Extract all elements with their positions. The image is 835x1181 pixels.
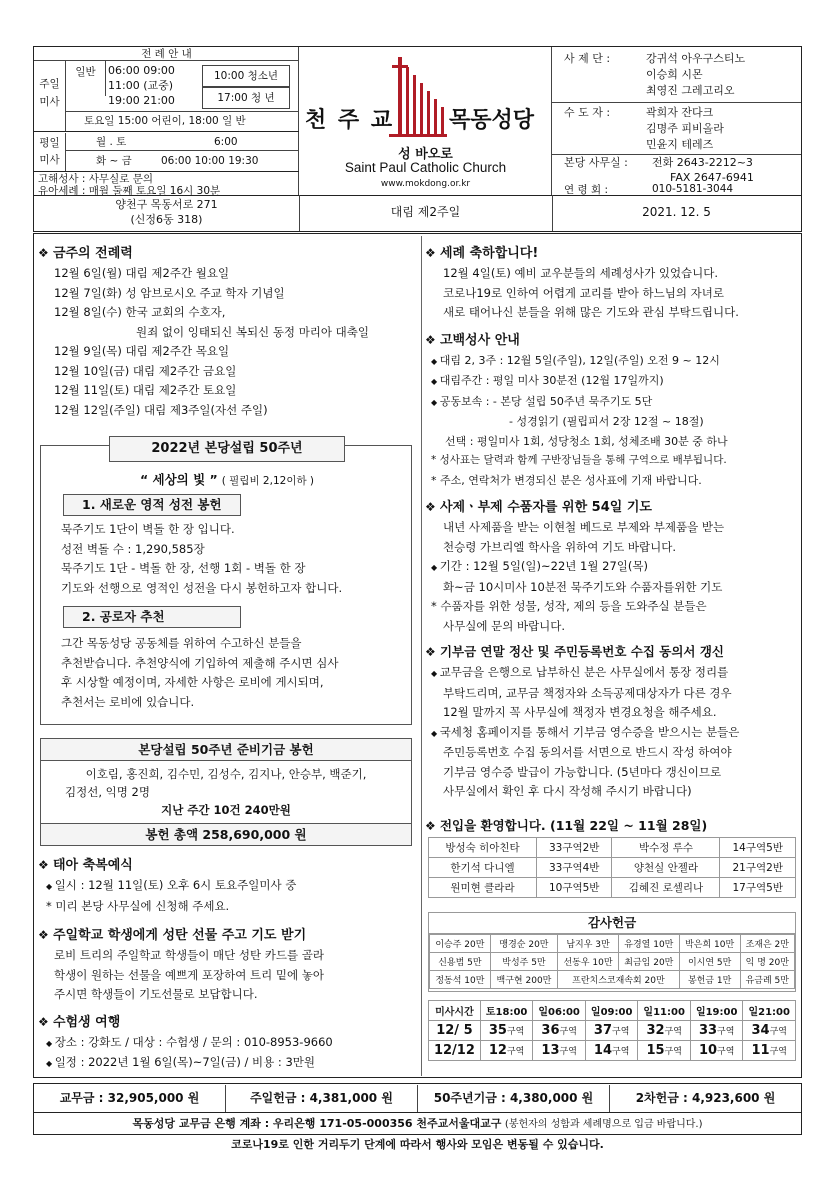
section-1-line: 기도와 선행으로 영적인 성전을 다시 봉헌하고자 합니다.	[61, 580, 343, 595]
confession-line: ◆ 공동보속 : - 본당 설립 50주년 묵주기도 5단	[431, 392, 797, 413]
address-line-1: 양천구 목동서로 271	[115, 198, 218, 211]
sunday-school-title: ❖ 주일학교 학생에게 성탄 선물 주고 기도 받기	[38, 924, 418, 943]
section-1-title: 1. 새로운 영적 성전 봉헌	[63, 494, 241, 516]
mass-title: 전 례 안 내	[34, 47, 299, 61]
confession-line: - 성경읽기 (필립피서 2장 12절 ~ 18절)	[509, 415, 704, 428]
confession-line: 선택 : 평일미사 1회, 성당청소 1회, 성체조배 30분 중 하나	[445, 434, 728, 448]
religious-name-1: 곽희자 잔다크	[646, 106, 714, 119]
tax-line: ◆ 국세청 홈페이지를 통해서 기부금 영수증을 받으시는 분들은	[431, 723, 797, 744]
table-cell: 14구역5반	[720, 838, 796, 858]
newcomers-table	[428, 837, 796, 898]
table-row	[429, 858, 796, 878]
table-cell: 이시연 5만	[679, 953, 740, 971]
office-phone: 전화 2643-2212~3	[652, 156, 753, 169]
priest-names	[646, 51, 745, 99]
tax-line: 사무실에서 확인 후 다시 작성해 주시기 바랍니다)	[443, 784, 692, 798]
priest-prayer-line: ◆ 기간 : 12월 5일(일)~22년 1월 27일(목)	[431, 557, 797, 578]
legion-label: 연 령 회	[564, 184, 602, 196]
weekday-1-time: 6:00	[214, 136, 238, 148]
sunday-sub: 일반	[66, 61, 106, 96]
section-2-title: 2. 공로자 추천	[63, 606, 241, 628]
exam-trip-title: ❖ 수험생 여행	[38, 1011, 418, 1030]
count: 34	[751, 1023, 770, 1038]
baptism-line: 새로 태어나신 분들을 위해 많은 기도와 관심 부탁드립니다.	[443, 305, 739, 319]
table-cell: 조재은 2만	[740, 935, 794, 953]
attendance-table	[428, 1000, 796, 1061]
church-english-name: Saint Paul Catholic Church	[344, 160, 507, 175]
count: 10	[698, 1043, 718, 1058]
count: 15	[646, 1043, 665, 1058]
sunday-times	[108, 63, 175, 108]
sunday-offering: 주일헌금 : 4,381,000 원	[226, 1085, 418, 1112]
table-cell: 프란치스코재속회 20만	[558, 971, 680, 989]
section-2-line: 후 시상할 예정이며, 자세한 사항은 로비에 게시되며,	[61, 675, 324, 689]
motto-text: “ 세상의 빛 ”	[139, 472, 218, 487]
priest-prayer-line: * 수품자를 위한 성물, 성작, 제의 등을 도와주실 분들은	[431, 597, 797, 617]
baptism-line: 코로나19로 인하여 어렵게 교리를 받아 하느님의 자녀로	[443, 285, 724, 300]
priest-prayer-title: ❖ 사제ㆍ부제 수품자를 위한 54일 기도	[425, 496, 797, 515]
weekday-1-days: 월 . 토	[96, 136, 127, 148]
confession-line: ◆ 대림 2, 3주 : 12월 5일(주일), 12일(주일) 오전 9 ~ 12시	[431, 351, 797, 372]
religious-names	[646, 105, 724, 153]
confession-line: * 주소, 연락처가 변경되신 분은 성사표에 기재 바랍니다.	[431, 471, 797, 491]
table-cell: 선동우 10만	[558, 953, 619, 971]
table-cell: 정동석 10만	[430, 971, 491, 989]
section-2-body	[61, 634, 338, 712]
table-header: 미사시간	[429, 1001, 481, 1021]
baptism-line: 12월 4일(토) 예비 교우분들의 세례성사가 있었습니다.	[443, 266, 719, 280]
second-offering: 2차헌금 : 4,923,600 원	[635, 1090, 776, 1105]
unit: 구역	[559, 1027, 577, 1037]
liturgy-list	[38, 264, 418, 420]
saturday-mass: 토요일 15:00 어린이, 18:00 일 반	[66, 111, 299, 131]
tax-line: 12월 말까지 꼭 사무실에 책정자 변경요청을 해주세요.	[443, 705, 717, 719]
liturgy-item: 12월 9일(목) 대림 제2주간 목요일	[54, 344, 230, 358]
section-1-line: 성전 벽돌 수 : 1,290,585장	[61, 541, 205, 556]
office-label-wrap: 본당 사무실 :	[564, 156, 628, 169]
liturgy-item: 12월 8일(수) 한국 교회의 수호자,	[54, 305, 226, 319]
count: 36	[541, 1023, 560, 1038]
weekday-2-times: 06:00 10:00 19:30	[161, 155, 259, 167]
count: 13	[541, 1043, 560, 1058]
tax-line: 기부금 영수증 발급이 가능합니다. (5년마다 갱신이므로	[443, 764, 722, 779]
count: 33	[698, 1023, 718, 1038]
section-2-line: 추천서는 로비에 있습니다.	[61, 694, 195, 709]
thanks-title: 감사헌금	[429, 913, 795, 934]
sunday-times-3: 19:00 21:00	[108, 94, 175, 107]
count: 32	[646, 1023, 665, 1038]
week-title: 대림 제2주일	[390, 205, 461, 219]
website[interactable]: www.mokdong.or.kr	[380, 179, 471, 189]
unit: 구역	[506, 1027, 525, 1037]
table-cell: 21구역2반	[720, 858, 796, 878]
table-cell: 12/ 5	[429, 1021, 481, 1041]
church-logo-area	[299, 47, 552, 195]
table-cell: 양천실 안젤라	[612, 858, 720, 878]
liturgy-title: ❖ 금주의 전례력	[38, 242, 418, 261]
priest-prayer-line: 내년 사제품을 받는 이현철 베드로 부제와 부제품을 받는	[443, 520, 725, 534]
table-cell: 유경열 10만	[618, 935, 679, 953]
table-row	[429, 838, 796, 858]
weekday-label: 평일 미사	[34, 133, 66, 171]
weekday-2-days: 화 ~ 금	[96, 155, 132, 167]
unit: 구역	[769, 1027, 787, 1037]
confession-line: * 성사표는 달력과 함께 구반장님들을 통해 구역으로 배부됩니다.	[431, 451, 797, 471]
table-cell: 맹경순 20만	[490, 935, 557, 953]
table-cell: 한기석 다니엘	[429, 858, 537, 878]
bulletin-date: 2021. 12. 5	[642, 205, 711, 219]
church-logo-icon	[389, 55, 449, 137]
table-cell: 33구역4반	[536, 858, 612, 878]
liturgy-item: 12월 11일(토) 대림 제2주간 토요일	[54, 383, 237, 397]
table-cell: 남지우 3만	[558, 935, 619, 953]
unit: 구역	[506, 1047, 525, 1057]
table-cell: 이승주 20만	[430, 935, 491, 953]
left-column-lower	[38, 850, 418, 1074]
priest-name-3: 최영진 그레고리오	[646, 84, 735, 97]
unit: 구역	[559, 1047, 577, 1057]
table-header: 토18:00	[480, 1001, 533, 1021]
section-2-line: 추천받습니다. 추천양식에 기입하여 제출해 주시면 심사	[61, 655, 339, 670]
confession-text: 고해성사 : 사무실로 문의	[38, 173, 153, 185]
table-cell	[585, 1021, 638, 1041]
sunday-school-line: 로비 트리의 주일학교 학생들이 매단 성탄 카드를 골라	[54, 948, 324, 962]
bulletin-header	[33, 46, 802, 232]
legion-phone: 010-5181-3044	[652, 183, 734, 195]
tax-line: 부탁드리며, 교무금 책정자와 소득공제대상자가 다른 경우	[443, 685, 732, 700]
weekday-row-1	[66, 133, 299, 151]
church-name-left: 천 주 교	[305, 108, 395, 133]
liturgy-item: 12월 7일(화) 성 암브로시오 주교 학자 기념일	[54, 285, 285, 300]
table-header: 일11:00	[638, 1001, 691, 1021]
unit: 구역	[664, 1047, 682, 1057]
liturgy-item: 12월 6일(월) 대림 제2주간 월요일	[54, 266, 230, 280]
liturgy-item: 12월 10일(금) 대림 제2주간 금요일	[54, 363, 237, 378]
religious-role: 수 도 자	[564, 106, 603, 119]
left-column	[38, 238, 418, 420]
address	[34, 197, 299, 227]
table-row	[429, 1001, 796, 1021]
table-cell	[743, 1021, 796, 1041]
church-saint: 성 바오로	[398, 147, 453, 162]
anniversary-title: 2022년 본당설립 50주년	[109, 436, 345, 462]
office-label: 본당 사무실	[564, 156, 621, 169]
address-line-2: (신정6동 318)	[130, 213, 203, 226]
confession-title: ❖ 고백성사 안내	[425, 329, 797, 348]
liturgy-item: 원죄 없이 잉태되신 복되신 동정 마리아 대축일	[136, 324, 370, 339]
anniversary-box	[40, 441, 412, 725]
table-cell	[480, 1041, 533, 1061]
unit: 구역	[612, 1027, 630, 1037]
table-header: 일21:00	[743, 1001, 796, 1021]
anniversary-motto	[41, 470, 413, 488]
mass-schedule	[34, 47, 299, 195]
church-name-right: 목동성당	[449, 108, 535, 133]
table-cell	[480, 1021, 533, 1041]
table-header: 일19:00	[690, 1001, 743, 1021]
table-row	[430, 935, 795, 953]
staff-info	[552, 47, 801, 195]
anniversary-fund: 50주년기금 : 4,380,000 원	[418, 1085, 610, 1112]
religious-name-3: 민윤지 테레즈	[646, 138, 714, 151]
table-cell: 원미현 클라라	[429, 878, 537, 898]
tax-line: 주민등록번호 수집 동의서를 서면으로 반드시 작성 하여야	[443, 745, 732, 759]
infant-baptism-text: 유아세례 : 매월 둘째 토요일 16시 30분	[38, 185, 221, 197]
sunday-label: 주일 미사	[34, 61, 66, 131]
sunday-school-line: 학생이 원하는 선물을 예쁘게 포장하여 트리 밑에 놓아	[54, 967, 324, 982]
table-header: 일06:00	[533, 1001, 586, 1021]
tax-line: ◆ 교무금을 은행으로 납부하신 분은 사무실에서 통장 정리를	[431, 663, 797, 684]
fund-names-2: 김정선, 익명 2명	[65, 785, 150, 799]
table-cell: 백구현 200만	[490, 971, 557, 989]
tithe-total: 교무금 : 32,905,000 원	[34, 1085, 226, 1112]
weekday-row-2	[66, 151, 299, 171]
fund-week: 지난 주간 10건 240만원	[161, 803, 291, 817]
table-cell: 김혜진 로셀리나	[612, 878, 720, 898]
table-cell: 박은희 10만	[679, 935, 740, 953]
priest-name-2: 이승희 시몬	[646, 68, 703, 81]
bank-note: (봉헌자의 성함과 세례명으로 입금 바랍니다.)	[504, 1119, 703, 1130]
table-cell: 방성숙 히아친타	[429, 838, 537, 858]
unit: 구역	[664, 1027, 682, 1037]
table-cell	[638, 1041, 691, 1061]
section-1-line: 묵주기도 1단이 벽돌 한 장 입니다.	[61, 522, 235, 536]
unit: 구역	[717, 1047, 735, 1057]
table-cell	[743, 1041, 796, 1061]
section-1-line: 묵주기도 1단 - 벽돌 한 장, 선행 1회 - 벽돌 한 장	[61, 561, 306, 575]
table-cell: 익 명 20만	[740, 953, 794, 971]
offering-summary	[33, 1083, 802, 1113]
count: 35	[488, 1023, 507, 1038]
table-cell	[690, 1041, 743, 1061]
fund-names-1: 이호림, 홍진희, 김수민, 김성수, 김지나, 안승부, 백준기,	[85, 767, 367, 781]
priests: 사 제 단 :	[564, 52, 611, 65]
priest-name-1: 강귀석 아우구스티노	[646, 52, 746, 65]
table-cell: 12/12	[429, 1041, 481, 1061]
unit: 구역	[769, 1047, 787, 1057]
table-cell: 유금례 5만	[740, 971, 794, 989]
thanks-box	[428, 912, 796, 992]
fund-box	[40, 738, 412, 846]
table-row	[429, 1041, 796, 1061]
bank-account-text: 목동성당 교무금 은행 계좌 : 우리은행 171-05-000356 천주교서울대교구	[132, 1117, 502, 1130]
count: 11	[751, 1043, 770, 1058]
fund-total: 봉헌 총액 258,690,000 원	[41, 823, 411, 845]
religious-name-2: 김명주 피비올라	[646, 122, 724, 135]
legion-label-wrap: 연 령 회 :	[564, 184, 608, 196]
fund-names	[41, 765, 411, 819]
table-row	[429, 1021, 796, 1041]
unit: 구역	[717, 1027, 735, 1037]
sunday-times-1: 06:00 09:00	[108, 64, 175, 77]
table-cell: 봉헌금 1만	[679, 971, 740, 989]
youth-2: 17:00 청 년	[202, 87, 290, 109]
motto-ref: ( 필립비 2,12이하 )	[221, 475, 315, 487]
infant-blessing-title: ❖ 태아 축복예식	[38, 854, 418, 873]
exam-trip-line: ◆ 장소 : 강화도 / 대상 : 수험생 / 문의 : 010-8953-9660	[46, 1033, 418, 1054]
tax-title: ❖ 기부금 연말 정산 및 주민등록번호 수집 동의서 갱신	[425, 642, 797, 660]
religious: 수 도 자 :	[564, 106, 611, 119]
liturgy-item: 12월 12일(주일) 대림 제3주일(자선 주일)	[54, 402, 268, 417]
table-row	[430, 953, 795, 971]
count: 14	[593, 1043, 613, 1058]
section-1-body	[61, 520, 342, 598]
table-cell: 박수정 루수	[612, 838, 720, 858]
newcomers-title: ❖ 전입을 환영합니다. (11월 22일 ~ 11월 28일)	[425, 816, 707, 834]
table-cell	[533, 1041, 586, 1061]
priest-prayer-line: 사무실에 문의 바랍니다.	[443, 618, 566, 633]
priests-role: 사 제 단	[564, 52, 603, 65]
unit: 구역	[612, 1047, 630, 1057]
section-2-line: 그간 목동성당 공동체를 위하여 수고하신 분들을	[61, 636, 302, 650]
table-cell	[690, 1021, 743, 1041]
office-fax: FAX 2647-6941	[670, 171, 754, 184]
bank-account	[33, 1113, 802, 1135]
table-header: 일09:00	[585, 1001, 638, 1021]
table-row	[429, 878, 796, 898]
confession-info	[38, 173, 220, 197]
table-cell: 신용범 5만	[430, 953, 491, 971]
table-cell	[533, 1021, 586, 1041]
priest-prayer-line: 화~금 10시미사 10분전 묵주기도와 수품자를위한 기도	[443, 579, 723, 594]
sunday-school-line: 주시면 학생들이 기도선물로 보답합니다.	[54, 987, 258, 1001]
infant-blessing-line: * 미리 본당 사무실에 신청해 주세요.	[46, 897, 418, 917]
table-cell: 17구역5반	[720, 878, 796, 898]
exam-trip-line: ◆ 일정 : 2022년 1월 6일(목)~7일(금) / 비용 : 3만원	[46, 1053, 418, 1074]
table-cell: 10구역5반	[536, 878, 612, 898]
right-column	[425, 238, 797, 802]
table-cell	[638, 1021, 691, 1041]
confession-line: ◆ 대림주간 : 평일 미사 30분전 (12월 17일까지)	[431, 371, 797, 392]
thanks-table	[429, 934, 795, 989]
baptism-title: ❖ 세례 축하합니다!	[425, 242, 797, 261]
table-cell: 33구역2반	[536, 838, 612, 858]
fund-title: 본당설립 50주년 준비기금 봉헌	[41, 739, 411, 761]
table-cell: 박성주 5만	[490, 953, 557, 971]
table-cell: 최금임 20만	[618, 953, 679, 971]
youth-1: 10:00 청소년	[202, 65, 290, 87]
sunday-times-2: 11:00 (교중)	[108, 79, 174, 92]
count: 12	[488, 1043, 507, 1058]
priest-prayer-line: 천승령 가브리엘 학사을 위하여 기도 바랍니다.	[443, 539, 677, 554]
table-cell	[585, 1041, 638, 1061]
covid-notice: 코로나19로 인한 거리두기 단계에 따라서 행사와 모임은 변동될 수 있습니다.	[231, 1138, 604, 1151]
count: 37	[593, 1023, 613, 1038]
table-row	[430, 971, 795, 989]
infant-blessing-line: ◆ 일시 : 12월 11일(토) 오후 6시 토요주일미사 중	[46, 876, 418, 897]
